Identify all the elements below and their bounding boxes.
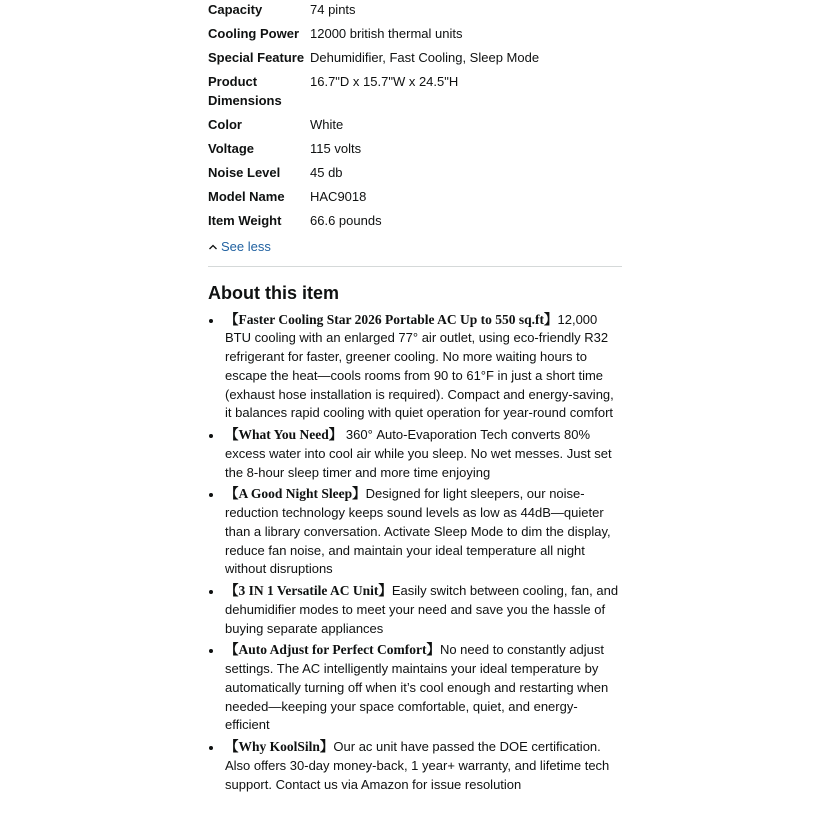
spec-label: Capacity <box>208 2 263 17</box>
spec-row-voltage <box>208 139 622 158</box>
list-item <box>208 738 622 794</box>
list-item <box>208 485 622 579</box>
see-less-link[interactable] <box>208 237 271 256</box>
spec-row-color <box>208 115 622 134</box>
bullet-dot <box>209 319 213 323</box>
bullet-text: 12,000 BTU cooling with an enlarged 77° air outlet, using eco-friendly R32 refrigerant for faster, greener cooling. No more waiting hours to escape the heat—cools rooms from 90 to 61°F in just a short time (exhaust hose installation is required). Compact and energy-saving, it balances rapid cooling with quiet operation for year-round comfort <box>225 311 614 421</box>
bullet-heading: 【3 IN 1 Versatile AC Unit】 <box>225 583 392 598</box>
list-item <box>208 641 622 735</box>
bullet-text: Our ac unit have passed the DOE certification. Also offers 30-day money-back, 1 year+ warranty, and lifetime tech support. Contact us via Amazon for issue resolution <box>225 739 610 792</box>
list-item <box>208 426 622 482</box>
spec-label: Voltage <box>208 141 254 156</box>
bullet-heading: 【A Good Night Sleep】 <box>225 486 366 502</box>
feature-bullets <box>208 311 622 795</box>
spec-row-capacity <box>208 0 622 19</box>
bullet-dot <box>209 649 213 653</box>
spec-label: Noise Level <box>208 165 281 180</box>
list-item <box>208 582 622 638</box>
spec-row-noise-level <box>208 163 622 182</box>
spec-row-special-feature <box>208 48 622 67</box>
spec-value: 12000 british thermal units <box>310 26 463 41</box>
spec-value: HAC9018 <box>310 189 367 204</box>
spec-label: Color <box>208 117 242 132</box>
list-item <box>208 311 622 424</box>
spec-row-model-name <box>208 187 622 206</box>
spec-value: 74 pints <box>310 2 356 17</box>
bullet-dot <box>209 434 213 438</box>
spec-label: Special Feature <box>208 50 305 65</box>
spec-label: Cooling Power <box>208 26 299 41</box>
bullet-text: Easily switch between cooling, fan, and dehumidifier modes to meet your need and save you the hassle of buying separate appliances <box>225 583 619 636</box>
spec-value: Dehumidifier, Fast Cooling, Sleep Mode <box>310 50 540 65</box>
bullet-text: 360° Auto-Evaporation Tech converts 80% excess water into cool air while you sleep. No wet messes. Just set the 8-hour sleep timer and more time enjoying <box>225 427 612 480</box>
spec-label: Item Weight <box>208 213 282 228</box>
spec-row-item-weight <box>208 211 622 230</box>
spec-table <box>208 0 622 230</box>
spec-value: 115 volts <box>310 141 362 156</box>
see-less-label: See less <box>221 239 271 254</box>
spec-label: Product Dimensions <box>208 74 282 108</box>
spec-value: 16.7"D x 15.7"W x 24.5"H <box>310 74 459 89</box>
spec-label: Model Name <box>208 189 285 204</box>
bullet-heading: 【Why KoolSiln】 <box>225 739 334 754</box>
bullet-heading: 【Auto Adjust for Perfect Comfort】 <box>225 642 440 658</box>
spec-row-product-dimensions <box>208 72 622 110</box>
spec-row-cooling-power <box>208 24 622 43</box>
bullet-dot <box>209 493 213 497</box>
section-divider <box>208 266 622 267</box>
spec-value: 66.6 pounds <box>310 213 382 228</box>
bullet-text: No need to constantly adjust settings. The AC intelligently maintains your ideal temperature by automatically turning off when it’s cool enough and restarting when needed—keeping your space comfortable, quiet, and energy-efficient <box>225 642 609 733</box>
product-details-panel <box>208 0 622 797</box>
bullet-text: Designed for light sleepers, our noise-reduction technology keeps sound levels as low as 44dB—quieter than a library conversation. Activate Sleep Mode to dim the display, reduce fan noise, and maintain your ideal temperature all night without disruptions <box>225 486 611 577</box>
bullet-heading: 【What You Need】 <box>225 427 343 442</box>
spec-value: 45 db <box>310 165 343 180</box>
about-title: About this item <box>208 282 339 303</box>
bullet-heading: 【Faster Cooling Star 2026 Portable AC Up to 550 sq.ft】 <box>225 311 558 327</box>
chevron-up-icon <box>208 242 218 252</box>
bullet-dot <box>209 590 213 594</box>
bullet-dot <box>209 746 213 750</box>
spec-value: White <box>310 117 344 132</box>
